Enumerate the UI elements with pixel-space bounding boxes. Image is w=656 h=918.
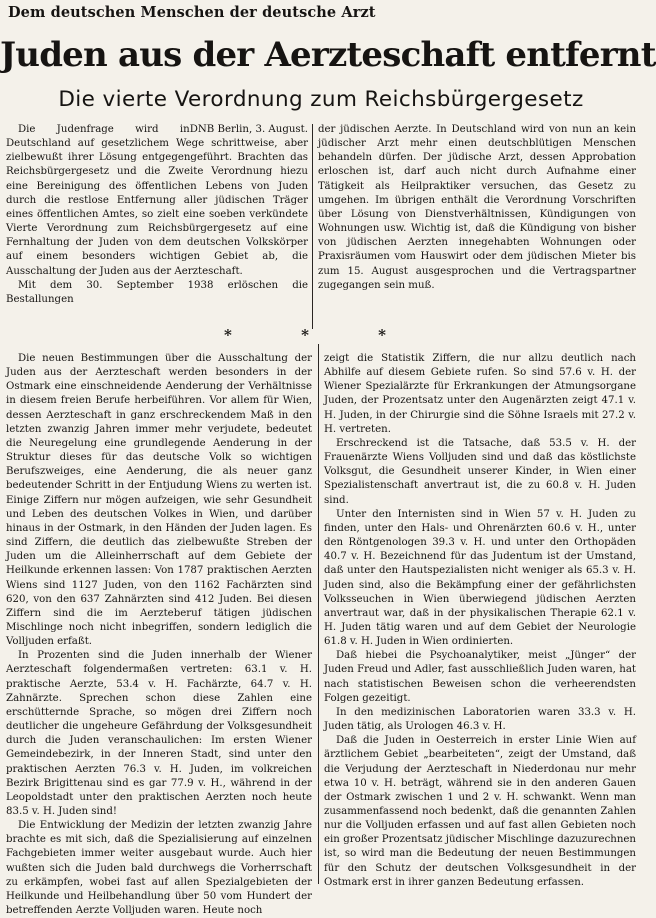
paragraph: In Prozenten sind die Juden innerhalb der Wiener Aerzteschaft folgendermaßen vertreten: 63.1 v. H. praktische Aerzte, 53.4 v. H. Fachärzte, 64.7 v. H. Zahnärzte. Sprechen schon diese Zahlen eine erschütternde Sprache, so mögen drei Ziffern noch deutlicher die ungeheure Gefährdung der Volksgesundheit durch die Juden veranschaulichen: Im ersten Wiener Gemeindebezirk, in der Inneren Stadt, sind unter den praktischen Aerzten 76.3 v. H. Juden, im volkreichen Bezirk Brigittenau sind es gar 77.9 v. H., während in der Leopoldstadt unter den praktischen Aerzten noch heute 83.5 v. H. Juden sind! bbox=[6, 650, 312, 817]
paragraph: Mit dem 30. September 1938 erlöschen die Bestallungen bbox=[6, 279, 308, 305]
column-top-right bbox=[318, 123, 636, 329]
column-bottom-right bbox=[324, 352, 636, 888]
paragraph: Daß die Juden in Oesterreich in erster Linie Wien auf ärztlichem Gebiet „bearbeiteten“, zeigt der Umstand, daß die Verjudung der Aerzteschaft in Niederdonau nur mehr etwa 10 v. H. beträgt, während sie in den anderen Gauen der Ostmark zwischen 1 und 2 v. H. schwankt. Wenn man zusammenfassend noch bedenkt, daß die genannten Zahlen nur die Volljuden erfassen und auf fast allen Gebieten noch ein großer Prozentsatz jüdischer Mischlinge dazuzurechnen ist, so wird man die Bedeutung der neuen Bestimmungen für den Schutz der deutschen Volksgesundheit in der Ostmark erst in ihrer ganzen Bedeutung erfassen. bbox=[324, 735, 636, 888]
paragraph: In den medizinischen Laboratorien waren 33.3 v. H. Juden tätig, als Urologen 46.3 v. H. bbox=[324, 706, 636, 733]
headline: Juden aus der Aerzteschaft entfernt bbox=[0, 35, 656, 75]
dateline-agency: DNB bbox=[189, 124, 215, 135]
paragraph: zeigt die Statistik Ziffern, die nur allzu deutlich nach Abhilfe auf diesem Gebiete rufen. So sind 57.6 v. H. der Wiener Spezialärzte für Erkrankungen der Atmungsorgane Juden, der Prozentsatz unter den Augenärzten zeigt 47.1 v. H. Juden, in der Chirurgie sind die Söhne Israels mit 27.2 v. H. vertreten. bbox=[324, 353, 636, 435]
paragraph: der jüdischen Aerzte. In Deutschland wird von nun an kein jüdischer Arzt mehr einen deutschblütigen Menschen behandeln dürfen. Der jüdische Arzt, dessen Approbation erloschen ist, darf auch nicht durch Aufnahme einer Tätigkeit als Heilpraktiker versuchen, das Gesetz zu umgehen. Im übrigen enthält die Verordnung Vorschriften über Lösung von Dienstverhältnissen, Kündigungen von Wohnungen usw. Wichtig ist, daß die Kündigung von bisher von jüdischen Aerzten innegehabten Wohnungen oder Praxisräumen vom Hauswirt oder dem jüdischen Mieter bis zum 15. August ausgesprochen und die Vertragspartner zugegangen sein muß. bbox=[318, 124, 636, 291]
paragraph: Die Entwicklung der Medizin der letzten zwanzig Jahre brachte es mit sich, daß die Spezialisierung auf einzelnen Fachgebieten immer weiter ausgebaut wurde. Auch hier wußten sich die Juden bald durchwegs die Vorherrschaft zu erkämpfen, wobei fast auf allen Spezialgebieten der Heilkunde und Heilbehandlung über 50 vom Hundert der betreffenden Aerzte Volljuden waren. Heute noch bbox=[6, 820, 312, 917]
column-rule-bottom bbox=[318, 344, 319, 884]
paragraph: Unter den Internisten sind in Wien 57 v. H. Juden zu finden, unter den Hals- und Ohrenärzten 60.6 v. H., unter den Röntgenologen 39.3 v. H. und unter den Orthopäden 40.7 v. H. Bezeichnend für das Judentum ist der Umstand, daß unter den Hautspezialisten nicht weniger als 65.3 v. H. Juden sind, also die Bekämpfung einer der gefährlichsten Volksseuchen in Wien überwiegend jüdischen Aerzten anvertraut war, daß in der physikalischen Therapie 62.1 v. H. Juden tätig waren und auf dem Gebiet der Neurologie 61.8 v. H. Juden in Wien ordinierten. bbox=[324, 508, 636, 648]
paragraph: Daß hiebei die Psychoanalytiker, meist „Jünger“ der Juden Freud und Adler, fast ausschließlich Juden waren, hat nach statistischen Beweisen schon die verheerendsten Folgen gezeitigt. bbox=[324, 650, 636, 704]
column-top-left bbox=[6, 123, 308, 329]
kicker-line: Dem deutschen Menschen der deutsche Arzt bbox=[8, 4, 376, 21]
subheadline: Die vierte Verordnung zum Reichsbürgergesetz bbox=[58, 87, 584, 112]
paragraph: Die Judenfrage wird in Deutschland auf gesetzlichem Wege schrittweise, aber zielbewußt ihrer Lösung entgegengeführt. Brachten das Reichsbürgergesetz und die Zweite Verordnung hiezu eine Bereinigung des öffentlichen Lebens von Juden durch die restlose Entfernung aller jüdischen Träger eines öffentlichen Amtes, so zielt eine soeben verkündete Vierte Verordnung zum Reichsbürgergesetz auf eine Fernhaltung der Juden von dem deutschen Volkskörper auf einem besonders wichtigen Gebiet ab, die Ausschaltung der Juden aus der Aerzteschaft. bbox=[6, 124, 308, 277]
dateline-place-date: Berlin, 3. August. bbox=[217, 124, 308, 135]
section-ornament: * * * bbox=[224, 326, 418, 344]
paragraph: Erschreckend ist die Tatsache, daß 53.5 v. H. der Frauenärzte Wiens Volljuden sind und daß das köstlichste Volksgut, die Gesundheit unserer Kinder, in Wien einer Spezialistenschaft anvertraut ist, die zu 60.8 v. H. Juden sind. bbox=[324, 437, 636, 506]
column-rule-top bbox=[312, 124, 313, 329]
column-bottom-left bbox=[6, 352, 312, 917]
paragraph: Die neuen Bestimmungen über die Ausschaltung der Juden aus der Aerzteschaft werden besonders in der Ostmark eine einschneidende Aenderung der Verhältnisse in diesem freien Berufe herbeiführen. Vor allem für Wien, dessen Aerzteschaft in ganz erschreckendem Maß in den letzten zwanzig Jahren immer mehr verjudete, bedeutet die Neuregelung eine grundlegende Aenderung in der Struktur dieses für das deutsche Volk so wichtigen Berufszweiges, eine Aenderung, die als neuer ganz bedeutender Schritt in der Entjudung Wiens zu werten ist. Einige Ziffern nur mögen aufzeigen, wie sehr Gesundheit und Leben des deutschen Volkes in Wien, und darüber hinaus in der Ostmark, in den Händen der Juden lagen. Es sind Ziffern, die deutlich das zielbewußte Streben der Juden um die Alleinherrschaft auf dem Gebiete der Heilkunde erkennen lassen: Von 1787 praktischen Aerzten Wiens sind 1127 Juden, von den 1162 Fachärzten sind 620, von den 637 Zahnärzten sind 412 Juden. Bei diesen Ziffern sind die im Aerzteberuf tätigen jüdischen Mischlinge noch nicht inbegriffen, sondern lediglich die Volljuden erfaßt. bbox=[6, 353, 312, 648]
